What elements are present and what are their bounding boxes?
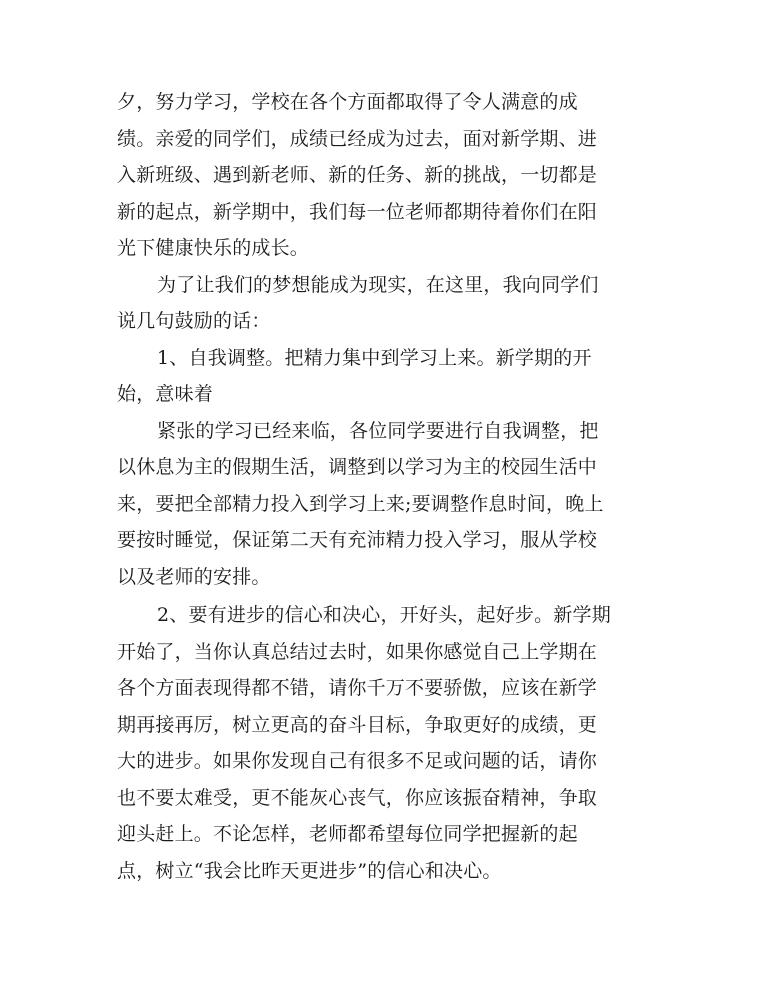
text-line: 以及老师的安排。 xyxy=(117,565,271,588)
text-line: 为了让我们的梦想能成为现实，在这里，我向同学们 xyxy=(157,273,599,296)
text-line: 说几句鼓励的话： xyxy=(117,310,271,332)
text-line: 绩。亲爱的同学们，成绩已经成为过去，面对新学期、进 xyxy=(117,127,598,150)
text-line: 要按时睡觉，保证第二天有充沛精力投入学习，服从学校 xyxy=(117,529,598,551)
text-line: 开始了，当你认真总结过去时，如果你感觉自己上学期在 xyxy=(117,640,598,663)
text-line: 迎头赶上。不论怎样，老师都希望每位同学把握新的起 xyxy=(117,823,578,845)
text-line: 新的起点，新学期中，我们每一位老师都期待着你们在阳 xyxy=(117,200,598,223)
text-line: 夕，努力学习，学校在各个方面都取得了令人满意的成 xyxy=(117,91,578,113)
text-line: 也不要太难受，更不能灰心丧气，你应该振奋精神，争取 xyxy=(117,786,598,809)
text-line: 点，树立“我会比昨天更进步”的信心和决心。 xyxy=(117,859,502,882)
text-line: 始，意味着 xyxy=(117,383,214,405)
text-line: 各个方面表现得都不错，请你千万不要骄傲，应该在新学 xyxy=(117,677,598,699)
text-line: 2、要有进步的信心和决心，开好头，起好步。新学期 xyxy=(157,604,611,626)
text-line: 入新班级、遇到新老师、新的任务、新的挑战，一切都是 xyxy=(117,164,598,186)
text-line: 1、自我调整。把精力集中到学习上来。新学期的开 xyxy=(157,346,592,369)
text-line: 期再接再厉，树立更高的奋斗目标，争取更好的成绩，更 xyxy=(117,713,598,736)
text-line: 以休息为主的假期生活，调整到以学习为主的校园生活中 xyxy=(117,456,598,478)
text-line: 大的进步。如果你发现自己有很多不足或问题的话，请你 xyxy=(117,750,598,772)
text-line: 来，要把全部精力投入到学习上来;要调整作息时间，晚上 xyxy=(117,492,604,515)
text-line: 紧张的学习已经来临，各位同学要进行自我调整，把 xyxy=(157,419,599,442)
document-body xyxy=(117,84,657,889)
text-line: 光下健康快乐的成长。 xyxy=(117,237,310,259)
